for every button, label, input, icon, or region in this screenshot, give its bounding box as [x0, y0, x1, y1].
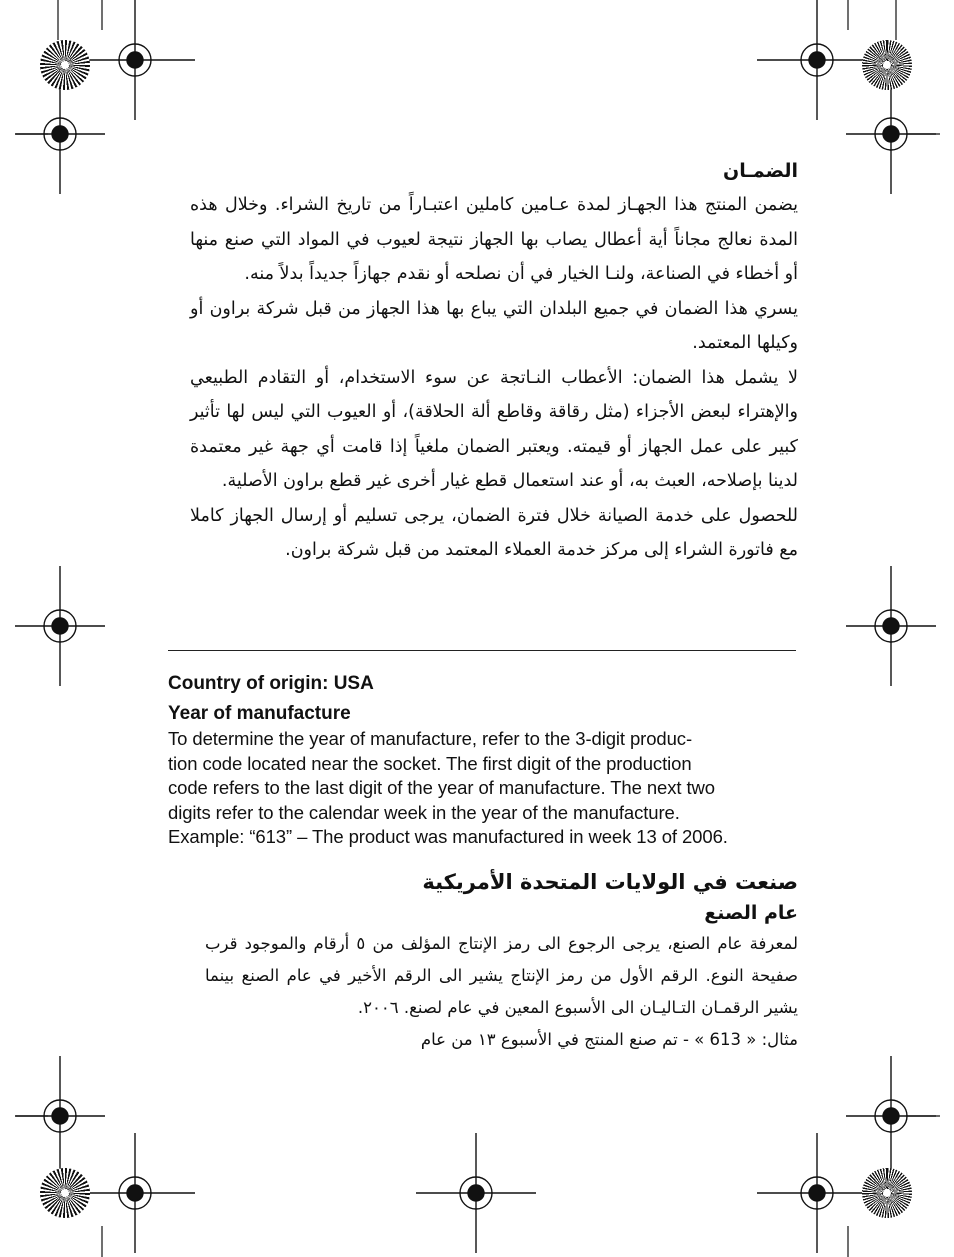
manufacture-text-line: digits refer to the calendar week in the year of the manufacture.: [168, 801, 680, 823]
registration-mark-icon: [846, 566, 936, 686]
arabic-year-paragraph: لمعرفة عام الصنع، يرجى الرجوع الى رمز الإنتاج المؤلف من ٥ أرقام والموجود قرب صفيحة النوع. الرقم الأول من رمز الإنتاج يشير الى الرقم الأخير في عام الصنع بينما يشير الرقمـان التـاليـان الى الأسبوع المعين في عام لصنع. ٢٠٠٦.: [205, 934, 799, 1017]
registration-mark-icon: [757, 1133, 877, 1253]
warranty-paragraph: يضمن المنتج هذا الجهـاز لمدة عـامين كاملين اعتبـاراً من تاريخ الشراء. وخلال هذه المدة نعالج مجاناً أية أعطال يصاب بها الجهاز نتيجة لعيوب في المواد التي صنع منها أو أخطاء في الصناعة، ولنـا الخيار في أن نصلحه أو نقدم جهازاً جديداً بدلاً منه.: [190, 195, 798, 284]
warranty-paragraph: للحصول على خدمة الصيانة خلال فترة الضمان، يرجى تسليم أو إرسال الجهاز كاملا مع فاتورة الشراء إلى مركز خدمة العملاء المعتمد من قبل شركة براون.: [190, 505, 798, 560]
english-origin-section: [168, 671, 798, 850]
starburst-rosette-icon: [862, 40, 912, 90]
manufacture-text-line: To determine the year of manufacture, refer to the 3-digit produc-: [168, 728, 693, 749]
arabic-year-heading: عام الصنع: [704, 902, 798, 924]
registration-mark-icon: [15, 566, 105, 686]
registration-mark-icon: [846, 1056, 936, 1176]
starburst-rosette-icon: [40, 40, 90, 90]
starburst-rosette-icon: [862, 1168, 912, 1218]
warranty-title: الضمـان: [723, 160, 798, 182]
warranty-paragraph: لا يشمل هذا الضمان: الأعطاب النـاتجة عن سوء الاستخدام، أو التقادم الطبيعي والإهتراء لبعض الأجزاء (مثل رقاقة وقاطع ألة الحلاقة)، أو العيوب التي ليس لها تأثير كبير على عمل الجهاز أو قيمته. ويعتبر الضمان ملغياً إذا قامت أي جهة غير معتمدة لدينا بإصلاحه، العبث به، أو عند استعمال قطع غيار أخرى غير قطع براون الأصلية.: [190, 367, 798, 491]
registration-mark-icon: [75, 1133, 195, 1253]
arabic-origin-title: صنعت في الولايات المتحدة الأمريكية: [422, 870, 798, 894]
section-divider: [168, 650, 796, 651]
manufacture-text-line: tion code located near the socket. The first digit of the production: [168, 752, 692, 774]
country-of-origin-heading: Country of origin: USA: [168, 673, 374, 694]
registration-mark-icon: [757, 0, 877, 120]
registration-mark-icon: [15, 1056, 105, 1176]
warranty-paragraph: يسري هذا الضمان في جميع البلدان التي يباع بها هذا الجهاز من قبل شركة براون أو وكيلها المعتمد.: [190, 298, 798, 353]
arabic-origin-section: [205, 870, 798, 1056]
manufacture-text-line: Example: “613” – The product was manufactured in week 13 of 2006.: [168, 826, 728, 847]
starburst-rosette-icon: [40, 1168, 90, 1218]
year-of-manufacture-heading: Year of manufacture: [168, 703, 351, 724]
registration-mark-icon: [75, 0, 195, 120]
registration-mark-icon: [416, 1133, 536, 1253]
arabic-example-line: مثال: « 613 » - تم صنع المنتج في الأسبوع ١٣ من عام: [420, 1030, 798, 1049]
manufacture-text-line: code refers to the last digit of the year of manufacture. The next two: [168, 777, 715, 798]
warranty-section: [190, 160, 798, 568]
registration-mark-icon: [846, 74, 936, 194]
registration-mark-icon: [15, 74, 105, 194]
